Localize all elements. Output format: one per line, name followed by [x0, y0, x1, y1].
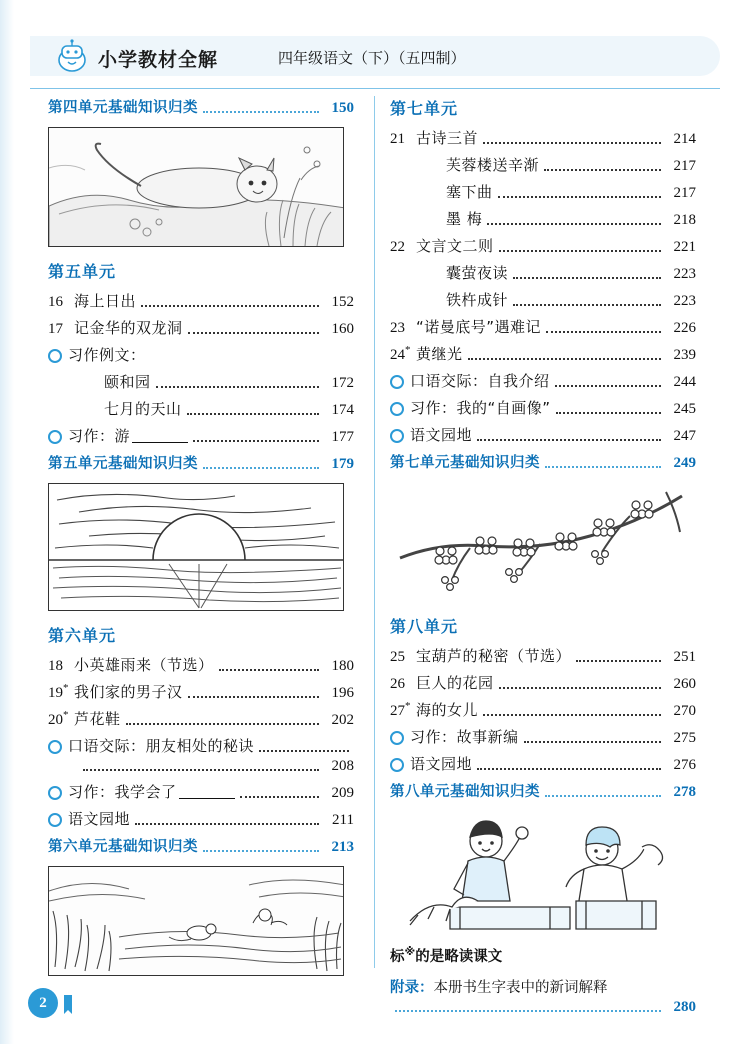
footnote [390, 945, 696, 966]
page-number-badge: 2 [28, 988, 58, 1018]
toc-entry-row[interactable] [390, 127, 696, 148]
toc-entry-page: 226 [673, 320, 696, 336]
toc-entry-page: 275 [673, 730, 696, 746]
toc-entry-page: 214 [673, 131, 696, 147]
toc-entry-row[interactable] [390, 343, 696, 364]
leader-dots [187, 413, 319, 415]
toc-entry-row[interactable] [390, 645, 696, 666]
toc-bullet-row[interactable] [390, 370, 696, 391]
circle-bullet-icon [48, 740, 62, 754]
toc-left-column [48, 96, 354, 976]
leader-dots [477, 439, 661, 441]
toc-entry-title: 口语交际：自我介绍 [410, 372, 550, 390]
toc-entry-title: 第七单元基础知识归类 [390, 455, 540, 471]
boy-and-grandmother-illustration [390, 811, 686, 931]
page-edge-gradient [0, 0, 14, 1044]
toc-entry-number: 26 [390, 676, 405, 692]
leader-dots [545, 466, 661, 468]
toc-entry-page: 208 [331, 758, 354, 774]
leader-dots [468, 358, 661, 360]
toc-bullet-row[interactable] [390, 397, 696, 418]
toc-entry-page: 211 [332, 812, 354, 828]
toc-summary-row[interactable] [48, 96, 354, 117]
unit-heading: 第八单元 [390, 617, 459, 636]
leader-dots [193, 440, 319, 442]
leader-dots [477, 768, 661, 770]
toc-entry-title: 古诗三首 [416, 129, 479, 147]
toc-entry-title: 芦花鞋 [74, 710, 121, 728]
leader-dots [556, 412, 661, 414]
leader-dots [546, 331, 661, 333]
toc-entry-page: 196 [331, 685, 354, 701]
circle-bullet-icon [390, 429, 404, 443]
circle-bullet-icon [48, 786, 62, 800]
toc-entry-number: 21 [390, 131, 405, 147]
leader-dots [555, 385, 661, 387]
toc-entry-title: 墨 梅 [446, 210, 483, 228]
toc-entry-page: 251 [673, 649, 696, 665]
toc-entry-title: 囊萤夜读 [446, 264, 509, 282]
toc-entry-title: 黄继光 [416, 345, 463, 363]
toc-entry-title: 口语交际：朋友相处的秘诀 [68, 737, 255, 755]
column-divider [374, 96, 375, 968]
toc-entry-number: 27 * [390, 700, 416, 720]
toc-subentry-row[interactable] [390, 181, 696, 202]
toc-entry-number: 19 * [48, 682, 74, 702]
unit-heading: 第五单元 [48, 262, 117, 281]
leader-dots [499, 687, 661, 689]
leader-dots [156, 386, 319, 388]
toc-entry-page: 213 [331, 839, 354, 855]
toc-bullet-row[interactable] [48, 425, 354, 446]
toc-entry-title: 习作：游 [68, 427, 131, 445]
toc-entry-page: 247 [673, 428, 696, 444]
mascot-logo-icon [52, 38, 92, 78]
toc-entry-title: 第八单元基础知识归类 [390, 784, 540, 800]
circle-bullet-icon [48, 430, 62, 444]
circle-bullet-icon [390, 731, 404, 745]
toc-entry-title: 语文园地 [410, 755, 473, 773]
toc-entry-row[interactable] [390, 672, 696, 693]
toc-subentry-row[interactable] [390, 289, 696, 310]
toc-entry-title: 巨人的花园 [416, 674, 494, 692]
toc-entry-row[interactable] [48, 654, 354, 675]
page-marker-icon [62, 994, 74, 1016]
toc-entry-page: 209 [331, 785, 354, 801]
unit-heading: 第六单元 [48, 626, 117, 645]
leader-dots [513, 277, 661, 279]
fill-in-blank [132, 442, 188, 443]
toc-right-column [390, 96, 696, 1015]
header-divider [30, 88, 720, 89]
toc-entry-number: 23 [390, 320, 405, 336]
toc-entry-page: 180 [331, 658, 354, 674]
toc-entry-row[interactable] [48, 708, 354, 729]
toc-entry-page: 152 [331, 294, 354, 310]
circle-bullet-icon [390, 402, 404, 416]
toc-entry-page: 179 [331, 456, 354, 472]
leader-dots [188, 332, 319, 334]
appendix-row[interactable] [390, 976, 696, 997]
toc-entry-title: 语文园地 [68, 810, 131, 828]
toc-entry-page: 202 [331, 712, 354, 728]
toc-entry-number: 17 [48, 321, 63, 337]
toc-summary-row[interactable] [390, 780, 696, 801]
leader-dots [240, 796, 319, 798]
toc-entry-title: 文言文二则 [416, 237, 494, 255]
leader-dots [203, 467, 319, 469]
footnote-suffix: 的是略读课文 [415, 949, 503, 965]
fill-in-blank [179, 798, 235, 799]
toc-entry-page: 218 [673, 212, 696, 228]
toc-entry-row[interactable] [48, 317, 354, 338]
leader-dots [135, 823, 319, 825]
brand-title: 小学教材全解 [98, 49, 219, 71]
leader-dots [483, 714, 661, 716]
toc-entry-page: 177 [331, 429, 354, 445]
toc-subentry-row[interactable] [390, 262, 696, 283]
toc-entry-page: 217 [673, 185, 696, 201]
leader-dots [203, 850, 319, 852]
toc-entry-page: 245 [673, 401, 696, 417]
sunrise-over-sea-illustration [48, 483, 344, 611]
toc-summary-row[interactable] [48, 452, 354, 473]
leader-dots [499, 250, 661, 252]
toc-entry-page: 160 [331, 321, 354, 337]
toc-entry-row[interactable] [48, 681, 354, 702]
toc-bullet-row[interactable] [48, 344, 354, 365]
circle-bullet-icon [390, 375, 404, 389]
toc-entry-page: 260 [673, 676, 696, 692]
leader-dots [141, 305, 319, 307]
toc-entry-number: 25 [390, 649, 405, 665]
toc-entry-title: 海上日出 [74, 292, 137, 310]
leader-dots [545, 795, 661, 797]
leader-dots [259, 750, 349, 752]
toc-entry-title: 习作：故事新编 [410, 728, 519, 746]
leader-dots [188, 696, 319, 698]
toc-bullet-row[interactable] [48, 808, 354, 829]
leader-dots [219, 669, 319, 671]
leader-dots [487, 223, 661, 225]
toc-entry-page: 221 [673, 239, 696, 255]
toc-entry-title: 第六单元基础知识归类 [48, 839, 198, 855]
toc-entry-page: 150 [331, 100, 354, 116]
toc-entry-row[interactable] [390, 235, 696, 256]
page-header [30, 36, 720, 80]
leader-dots [126, 723, 319, 725]
toc-entry-page: 276 [673, 757, 696, 773]
toc-entry-row[interactable] [390, 316, 696, 337]
leader-dots [83, 769, 319, 771]
toc-entry-title: 小英雄雨来（节选） [74, 656, 214, 674]
toc-entry-page: 217 [673, 158, 696, 174]
toc-bullet-row[interactable] [390, 726, 696, 747]
toc-entry-page: 270 [673, 703, 696, 719]
leader-dots [395, 1010, 661, 1012]
toc-entry-page: 172 [331, 375, 354, 391]
toc-entry-number: 16 [48, 294, 63, 310]
toc-entry-row[interactable] [390, 699, 696, 720]
plum-blossom-branch-illustration [390, 482, 686, 602]
toc-entry-title: 习作：我学会了 [68, 783, 177, 801]
toc-entry-title: 习作例文： [68, 346, 146, 364]
toc-entry-title: 我们家的男子汉 [74, 683, 183, 701]
toc-entry-title: 海的女儿 [416, 701, 479, 719]
toc-summary-row[interactable] [48, 835, 354, 856]
toc-entry-page: 244 [673, 374, 696, 390]
toc-entry-title: 语文园地 [410, 426, 473, 444]
toc-entry-row[interactable] [48, 290, 354, 311]
toc-bullet-row[interactable] [390, 753, 696, 774]
toc-entry-number: 22 [390, 239, 405, 255]
toc-entry-title: 记金华的双龙洞 [74, 319, 183, 337]
toc-entry-title: “诺曼底号”遇难记 [416, 318, 542, 336]
leader-dots [203, 111, 319, 113]
toc-entry-page: 174 [331, 402, 354, 418]
toc-bullet-row[interactable] [48, 781, 354, 802]
leader-dots [498, 196, 661, 198]
children-swimming-illustration [48, 866, 344, 976]
leader-dots [544, 169, 661, 171]
toc-entry-page: 223 [673, 293, 696, 309]
appendix-text: 本册书生字表中的新词解释 [433, 980, 608, 996]
header-subtitle: 四年级语文（下）（五四制） [278, 49, 466, 67]
unit-heading: 第七单元 [390, 99, 459, 118]
toc-entry-number: 18 [48, 658, 63, 674]
footnote-star: ※ [404, 945, 416, 959]
toc-entry-page: 249 [673, 455, 696, 471]
leader-dots [576, 660, 661, 662]
toc-subentry-row[interactable] [48, 398, 354, 419]
cat-on-rock-illustration [48, 127, 344, 247]
toc-entry-title: 颐和园 [104, 373, 151, 391]
toc-subentry-row[interactable] [48, 371, 354, 392]
toc-entry-page: 239 [673, 347, 696, 363]
appendix-label: 附录： [390, 980, 434, 996]
toc-entry-title: 第四单元基础知识归类 [48, 100, 198, 116]
footnote-prefix: 标 [390, 949, 405, 965]
toc-summary-row[interactable] [390, 451, 696, 472]
toc-entry-page: 278 [673, 784, 696, 800]
toc-entry-page: 223 [673, 266, 696, 282]
toc-entry-number: 20 * [48, 709, 74, 729]
circle-bullet-icon [48, 349, 62, 363]
toc-entry-title: 第五单元基础知识归类 [48, 456, 198, 472]
leader-dots [483, 142, 661, 144]
toc-entry-title: 习作：我的“自画像” [410, 399, 551, 417]
toc-entry-title: 芙蓉楼送辛渐 [446, 156, 540, 174]
toc-subentry-row[interactable] [390, 208, 696, 229]
appendix-page-row[interactable] [390, 999, 696, 1016]
circle-bullet-icon [390, 758, 404, 772]
toc-bullet-wrap-group[interactable] [48, 735, 354, 775]
toc-entry-title: 宝葫芦的秘密（节选） [416, 647, 572, 665]
appendix-page: 280 [673, 999, 696, 1015]
toc-entry-title: 七月的天山 [104, 400, 182, 418]
leader-dots [524, 741, 661, 743]
toc-entry-title: 塞下曲 [446, 183, 493, 201]
leader-dots [513, 304, 661, 306]
circle-bullet-icon [48, 813, 62, 827]
toc-subentry-row[interactable] [390, 154, 696, 175]
toc-entry-title: 铁杵成针 [446, 291, 509, 309]
toc-entry-number: 24 * [390, 344, 416, 364]
toc-bullet-row[interactable] [390, 424, 696, 445]
